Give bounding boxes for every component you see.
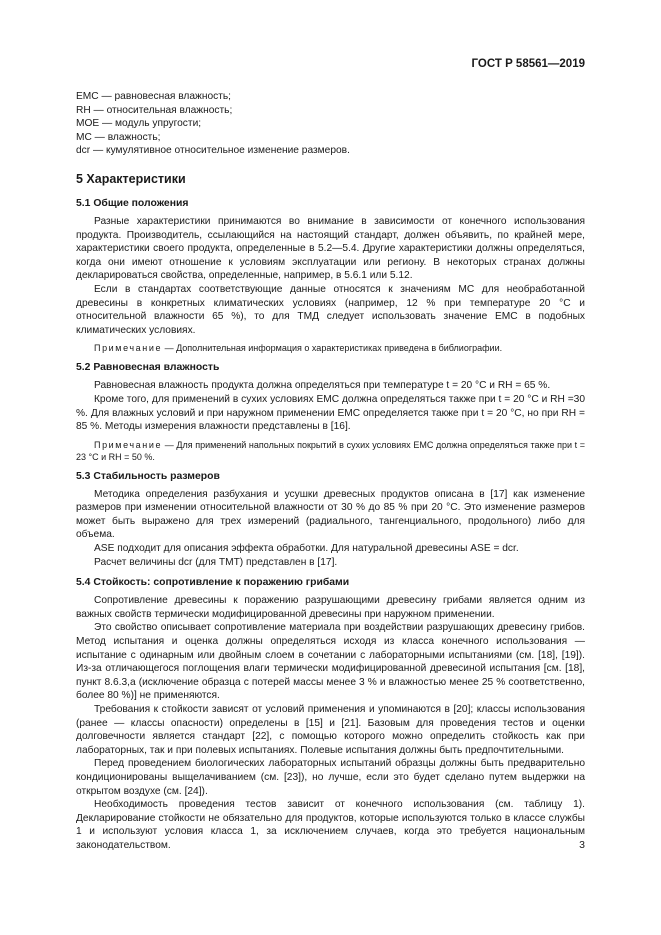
section-5-heading: 5 Характеристики bbox=[76, 171, 186, 186]
section-5-2-heading: 5.2 Равновесная влажность bbox=[76, 362, 220, 374]
paragraph: Равновесная влажность продукта должна определяться при температуре t = 20 °C и RH = 65 %. bbox=[94, 380, 551, 392]
note-label: Примечание bbox=[94, 343, 163, 354]
abbreviation-item: EMC — равновесная влажность; bbox=[76, 91, 232, 102]
paragraph: Требования к стойкости зависят от условий применения и упоминаются в [20]; классы использования (ранее — классы опасности) определены в [15] и [21]. Базовым для проведения тестов и оценки долговечности является стандарт [22], с помощью которого можно определить стойкость как при лабораторных, так и при полевых испытаниях. Полевые испытания должны быть предпочтительными. bbox=[76, 704, 585, 756]
abbreviation-list bbox=[76, 90, 585, 158]
abbreviation-item: MOE — модуль упругости; bbox=[76, 118, 202, 130]
paragraph: Методика определения разбухания и усушки древесных продуктов описана в [17] как изменение размеров при изменении относительной влажности от 30 % до 85 % при 20 °C. Это изменение размеров может быть выражено для трех измерений (радиального, тангенциального, продольного) либо для объема. bbox=[76, 488, 585, 541]
note-text: — Дополнительная информация о характеристиках приведена в библиографии. bbox=[162, 343, 503, 354]
abbreviation-item: RH — относительная влажность; bbox=[76, 104, 233, 116]
paragraph: Разные характеристики принимаются во внимание в зависимости от конечного использования продукта. Производитель, ссылающийся на настоящий стандарт, должен объявить, по крайней мере, характеристики своего продукта, определенные в 5.2—5.4. Другие характеристики должны определяться, когда они имеют отношение к условиям эксплуатации или региону. В некоторых странах должны декларироваться свойства, определенные, например, в 5.6.1 или 5.12. bbox=[76, 215, 585, 282]
page-content bbox=[76, 90, 585, 853]
note-label: Примечание bbox=[94, 439, 163, 450]
paragraph: Это свойство описывает сопротивление материала при воздействии разрушающих древесину грибов. Метод испытания и оценка должны определяться исходя из класса конечного использования — испытание с одинарным или двойным слоем в сочетании с лабораторными испытаниями (см. [18], [19]). Из-за отличающегося поглощения влаги термически модифицированной древесиной испытания [см. [18], пункт 8.6.3,a (исключение образца с потерей массы менее 3 % и влажностью менее 25 % соответственно, более 80 %)] не применяются. bbox=[76, 622, 585, 702]
section-5-3-heading: 5.3 Стабильность размеров bbox=[76, 470, 220, 482]
abbreviation-item: dcr — кумулятивное относительное изменение размеров. bbox=[76, 145, 350, 157]
paragraph: Необходимость проведения тестов зависит от конечного использования (см. таблицу 1). Декларирование стойкости не обязательно для продуктов, которые используются только в классе службы 1 и используют условия класса 1, за исключением случаев, когда это требуется национальным законодательством. bbox=[76, 799, 585, 851]
paragraph: Перед проведением биологических лабораторных испытаний образцы должны быть предварительно кондиционированы выщелачиванием (см. [23]), но лучше, если это будет сделано путем выдержки на открытом воздухе (см. [24]). bbox=[76, 758, 585, 797]
paragraph: Сопротивление древесины к поражению разрушающими древесину грибами является одним из важных свойств термически модифицированной древесины при наружном применении. bbox=[76, 595, 585, 620]
page-number: 3 bbox=[579, 839, 585, 852]
paragraph: ASE подходит для описания эффекта обработки. Для натуральной древесины ASE = dcr. bbox=[94, 543, 519, 555]
paragraph: Если в стандартах соответствующие данные относятся к значениям MC для необработанной древесины в конкретных климатических условиях (например, 12 % при температуре 20 °C и относительной влажности 65 %), то для ТМД следует использовать значение EMC в подобных климатических условиях. bbox=[76, 283, 585, 336]
note bbox=[76, 439, 585, 463]
note-text: — Для применений напольных покрытий в сухих условиях EMC должна определяться также при t = 23 °C и RH = 50 %. bbox=[76, 439, 585, 462]
section-5-4-heading: 5.4 Стойкость: сопротивление к поражению грибами bbox=[76, 577, 350, 589]
abbreviation-item: MC — влажность; bbox=[76, 131, 161, 143]
paragraph: Кроме того, для применений в сухих условиях EMC должна определяться также при t = 20 °C и RH =30 %. Для влажных условий и при наружном применении EMC определяется также при t = 20 °C, но при RH = 85 %. Методы измерения влажности представлены в [16]. bbox=[76, 393, 585, 433]
note bbox=[76, 342, 585, 354]
section-5-1-heading: 5.1 Общие положения bbox=[76, 197, 189, 209]
standard-header: ГОСТ Р 58561—2019 bbox=[471, 58, 585, 70]
paragraph: Расчет величины dcr (для ТМТ) представлен в [17]. bbox=[94, 556, 338, 568]
